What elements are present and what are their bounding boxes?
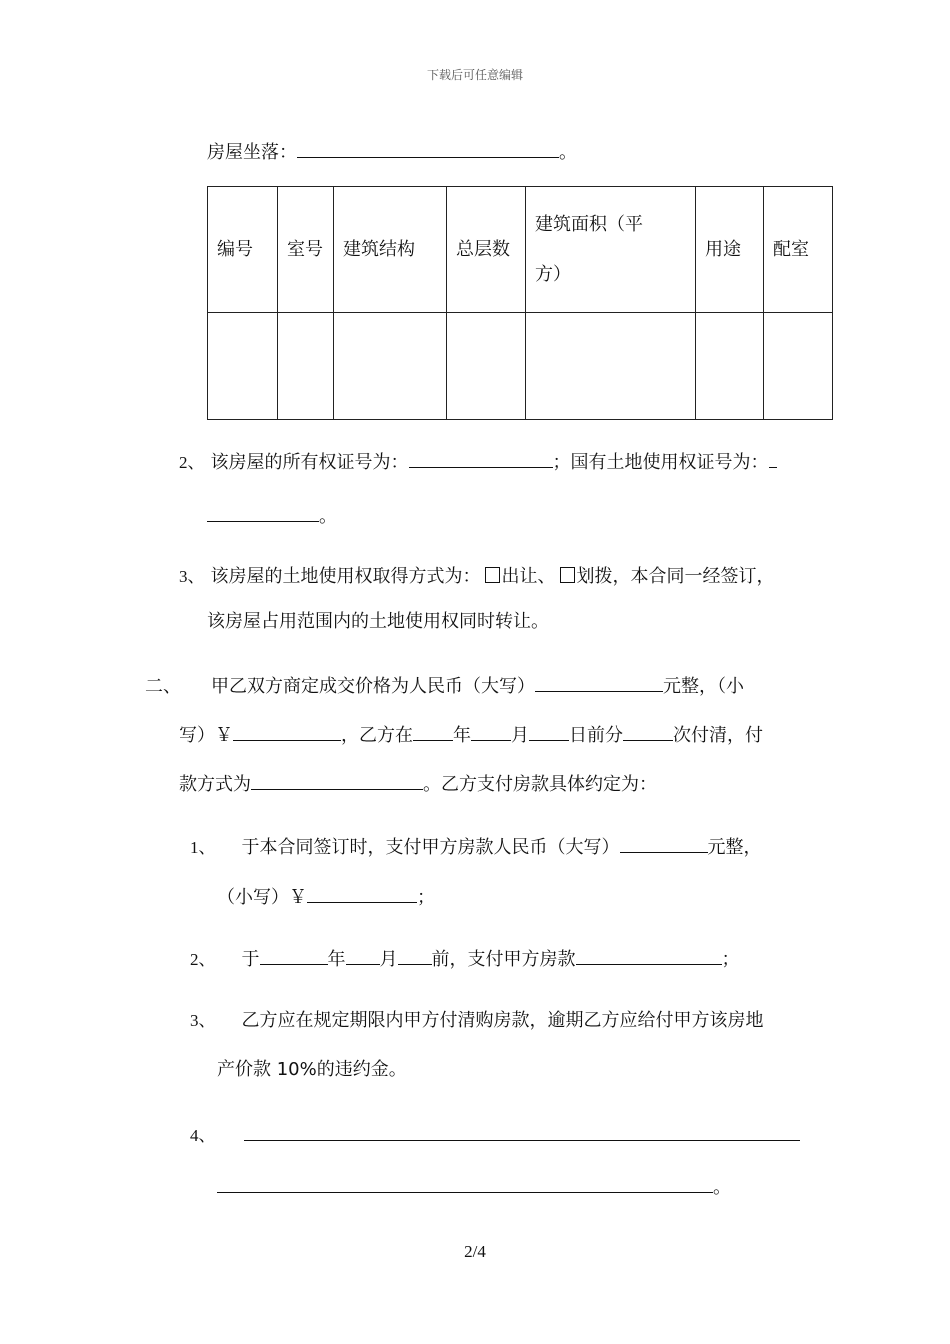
section2-line2-f: 次付清，付 [673, 725, 763, 746]
pay2-number: 2、 [190, 950, 216, 969]
col-header-rooms: 配室 [764, 187, 833, 313]
pay2-a: 于 [241, 949, 260, 970]
pay2-d: 前，支付甲方房款 [431, 949, 576, 970]
property-table [207, 186, 833, 420]
pay2-end: ； [721, 949, 740, 970]
pay2-year-blank[interactable] [260, 946, 328, 965]
section2-line2-a: 写）￥ [179, 725, 233, 746]
item2-line2 [207, 503, 337, 529]
page-header: 下载后可任意编辑 [426, 68, 523, 82]
pay1-line1 [190, 834, 762, 860]
pay4-end: 。 [713, 1177, 731, 1198]
year-blank[interactable] [413, 722, 453, 741]
item3-text1: 该房屋的土地使用权取得方式为： [210, 566, 481, 587]
pay4-line1 [190, 1122, 800, 1148]
location-blank[interactable] [297, 139, 559, 158]
section2-line3-a: 款方式为 [179, 774, 251, 795]
page-number: 2/4 [464, 1242, 486, 1261]
item3-line2 [207, 610, 549, 634]
item2-end: 。 [319, 506, 337, 527]
land-cert-blank[interactable] [207, 503, 319, 522]
table-cell[interactable] [696, 313, 764, 420]
section2-number: 二、 [145, 676, 181, 697]
section2-line2 [179, 722, 763, 748]
location-label: 房屋坐落： [207, 142, 297, 163]
pay2-c: 月 [379, 949, 398, 970]
pay4-number: 4、 [190, 1126, 216, 1145]
pay3-text2: 产价款 10%的违约金。 [217, 1059, 407, 1080]
pay1-lower-blank[interactable] [307, 884, 417, 903]
pay2-line [190, 946, 740, 972]
col-header-id: 编号 [208, 187, 278, 313]
item3-line1 [179, 565, 775, 589]
table-cell[interactable] [208, 313, 278, 420]
pay1-upper-blank[interactable] [620, 834, 708, 853]
table-cell[interactable] [764, 313, 833, 420]
pay4-blank-1[interactable] [244, 1122, 800, 1141]
item2-text2: ；国有土地使用权证号为： [552, 452, 769, 473]
section2-line3 [179, 771, 657, 797]
item2-line1 [179, 449, 777, 475]
location-end: 。 [559, 142, 577, 163]
section2-line2-b: ，乙方在 [341, 725, 413, 746]
cert-number-blank[interactable] [409, 449, 553, 468]
payment-method-blank[interactable] [251, 771, 423, 790]
item2-text1: 该房屋的所有权证号为： [210, 452, 409, 473]
col-header-room: 室号 [278, 187, 334, 313]
month-blank[interactable] [471, 722, 511, 741]
table-cell[interactable] [278, 313, 334, 420]
pay4-blank-2[interactable] [217, 1174, 713, 1193]
table-cell[interactable] [334, 313, 447, 420]
col-header-area: 建筑面积（平方） [526, 187, 696, 313]
pay2-b: 年 [327, 949, 346, 970]
table-row [208, 313, 833, 420]
table-cell[interactable] [526, 313, 696, 420]
section2-line2-d: 月 [511, 725, 529, 746]
section2-line1 [145, 673, 744, 699]
day-blank[interactable] [529, 722, 569, 741]
section2-line2-e: 日前分 [569, 725, 623, 746]
item2-number: 2、 [179, 453, 205, 472]
allocation-checkbox[interactable] [560, 567, 575, 583]
item3-text2: 该房屋占用范围内的土地使用权同时转让。 [207, 611, 549, 632]
pay1-text1: 于本合同签订时，支付甲方房款人民币（大写） [241, 837, 620, 858]
price-lower-blank[interactable] [233, 722, 341, 741]
section2-line1-b: 元整，（小 [663, 676, 744, 697]
transfer-checkbox[interactable] [485, 567, 500, 583]
section2-line1-a: 甲乙双方商定成交价格为人民币（大写） [211, 676, 535, 697]
section2-line2-c: 年 [453, 725, 471, 746]
pay3-line1 [190, 1009, 764, 1033]
pay1-text2: 元整， [707, 837, 762, 858]
col-header-usage: 用途 [696, 187, 764, 313]
pay2-day-blank[interactable] [398, 946, 432, 965]
pay3-text1: 乙方应在规定期限内甲方付清购房款，逾期乙方应给付甲方该房地 [241, 1010, 764, 1031]
land-cert-blank-start[interactable] [769, 449, 777, 468]
item3-number: 3、 [179, 567, 205, 586]
item3-opt1: 出让、 [501, 566, 556, 587]
pay2-amount-blank[interactable] [576, 946, 722, 965]
price-upper-blank[interactable] [535, 673, 663, 692]
pay1-text3: （小写）￥ [217, 887, 307, 908]
pay1-line2 [217, 884, 435, 910]
pay3-line2 [217, 1058, 407, 1082]
item3-opt2: 划拨，本合同一经签订， [576, 566, 775, 587]
table-cell[interactable] [447, 313, 526, 420]
pay3-number: 3、 [190, 1011, 216, 1030]
section2-line3-b: 。乙方支付房款具体约定为： [423, 774, 657, 795]
location-line [207, 139, 577, 165]
pay1-end: ； [417, 887, 435, 908]
pay1-number: 1、 [190, 838, 216, 857]
installments-blank[interactable] [623, 722, 673, 741]
pay4-line2 [217, 1174, 731, 1200]
col-header-structure: 建筑结构 [334, 187, 447, 313]
pay2-month-blank[interactable] [346, 946, 380, 965]
table-header-row [208, 187, 833, 313]
col-header-floors: 总层数 [447, 187, 526, 313]
